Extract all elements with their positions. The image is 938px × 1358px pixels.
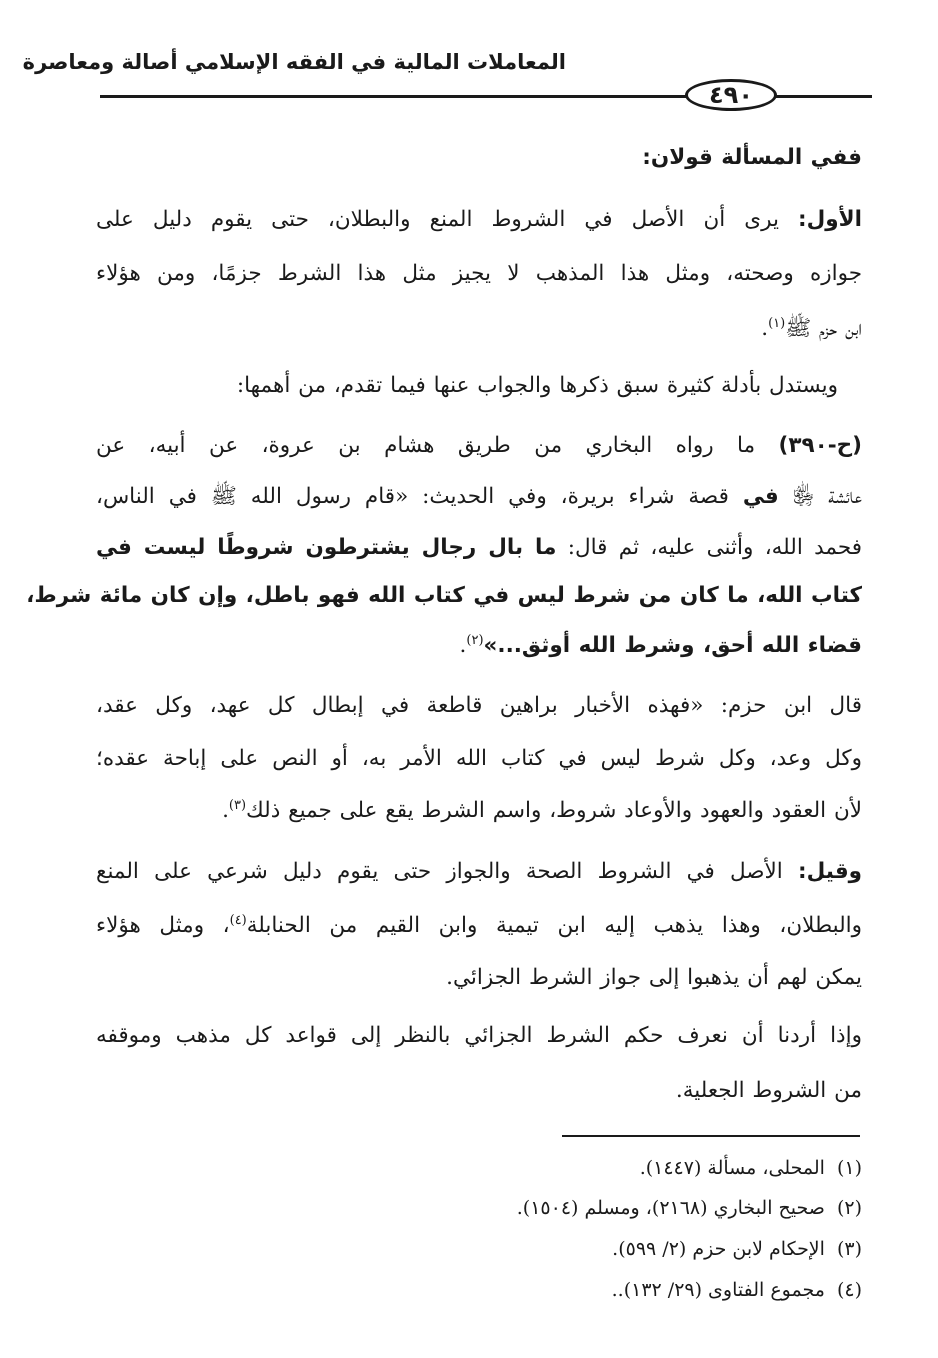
running-title: المعاملات المالية في الفقه الإسلامي أصالة ومعاصرة	[22, 50, 566, 74]
footnote-ref-3: (٣)	[228, 797, 247, 813]
footnote-3	[612, 1235, 862, 1263]
p6-line-2: من الشروط الجعلية.	[675, 1078, 862, 1103]
intro-line: ففي المسألة قولان:	[642, 145, 862, 170]
page-number: ٤٩٠	[685, 79, 777, 111]
footnote-mark: (٣)	[836, 1238, 862, 1260]
p6-line-1: وإذا أردنا أن نعرف حكم الشرط الجزائي بالنظر إلى قواعد كل مذهب وموقفه	[96, 1023, 862, 1048]
footnote-mark: (١)	[836, 1157, 862, 1179]
p4-line-2: وكل وعد، وكل شرط ليس في كتاب الله الأمر به، أو النص على إباحة عقده؛	[96, 746, 862, 771]
footnote-ref-2: (٢)	[466, 632, 484, 648]
p3-line-2: عائشة ﵂ في قصة شراء بريرة، وفي الحديث: «قام رسول الله ﷺ في الناس،	[96, 484, 862, 509]
footnote-mark: (٤)	[836, 1279, 862, 1301]
footnote-4	[612, 1276, 862, 1304]
footnote-2	[517, 1194, 862, 1222]
footnote-mark: (٢)	[836, 1197, 862, 1219]
p3-line-1: (ح-٣٩٠) ما رواه البخاري من طريق هشام بن عروة، عن أبيه، عن	[96, 433, 862, 458]
footnote-text: مجموع الفتاوى (٢٩/ ١٣٢)..	[611, 1279, 825, 1301]
p3-line-5: قضاء الله أحق، وشرط الله أوثق...»$^{(٢)}$.	[459, 632, 862, 658]
footnote-text: صحيح البخاري (٢١٦٨)، ومسلم (١٥٠٤).	[516, 1197, 825, 1219]
footnote-ref-1: (١)	[768, 315, 786, 331]
p1-line-2: جوازه وصحته، ومثل هذا المذهب لا يجيز مثل هذا الشرط جزمًا، ومن هؤلاء	[96, 261, 862, 286]
p1-line-1: الأول: يرى أن الأصل في الشروط المنع والبطلان، حتى يقوم دليل على	[96, 207, 863, 232]
p4-line-3: لأن العقود والعهود والأوعاد شروط، واسم الشرط يقع على جميع ذلك$^{(٣)}$.	[222, 797, 862, 823]
footnote-text: المحلى، مسألة (١٤٤٧).	[639, 1157, 825, 1179]
footnote-1	[640, 1154, 862, 1182]
p2-line: ويستدل بأدلة كثيرة سبق ذكرها والجواب عنها فيما تقدم، من أهمها:	[236, 373, 838, 398]
p3-line-3: فحمد الله، وأثنى عليه، ثم قال: ما بال رجال يشترطون شروطًا ليست في	[96, 535, 862, 560]
footnote-rule	[562, 1135, 860, 1137]
p5-line-1: وقيل: الأصل في الشروط الصحة والجواز حتى يقوم دليل شرعي على المنع	[96, 859, 863, 884]
p5-line-3: يمكن لهم أن يذهبوا إلى جواز الشرط الجزائي.	[446, 965, 862, 990]
p3-line-4: كتاب الله، ما كان من شرط ليس في كتاب الله فهو باطل، وإن كان مائة شرط،	[26, 583, 862, 608]
p4-line-1: قال ابن حزم: «فهذه الأخبار براهين قاطعة في إبطال كل عهد، وكل عقد،	[96, 693, 862, 718]
footnote-text: الإحكام لابن حزم (٢/ ٥٩٩).	[612, 1238, 825, 1260]
p1-label: الأول:	[798, 207, 863, 232]
p5-label: وقيل:	[798, 859, 863, 884]
footnote-ref-4: (٤)	[229, 912, 247, 928]
hadith-number: (ح-٣٩٠)	[778, 433, 862, 458]
p5-line-2: والبطلان، وهذا يذهب إليه ابن تيمية وابن القيم من الحنابلة$^{(٤)}$، ومثل هؤلاء	[96, 912, 862, 938]
p1-line-3: ابن حزم ﷺ$^{(١)}$.	[761, 315, 862, 341]
